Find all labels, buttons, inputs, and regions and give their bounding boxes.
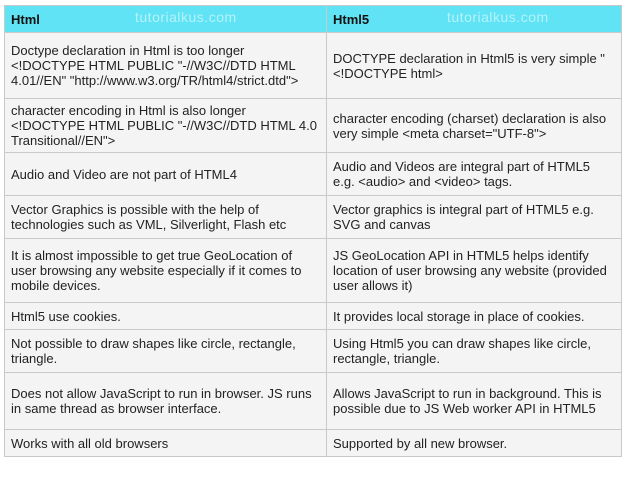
table-row xyxy=(5,430,622,457)
table-row xyxy=(5,99,622,153)
comparison-table xyxy=(4,5,622,457)
table-header xyxy=(5,6,622,33)
cell-html5: Vector graphics is integral part of HTML5 e.g. SVG and canvas xyxy=(327,196,622,239)
cell-html: Does not allow JavaScript to run in browser. JS runs in same thread as browser interface. xyxy=(5,373,327,430)
table-row xyxy=(5,196,622,239)
table-row xyxy=(5,373,622,430)
header-row xyxy=(5,6,622,33)
cell-html: Vector Graphics is possible with the help of technologies such as VML, Silverlight, Flash etc xyxy=(5,196,327,239)
cell-html: Html5 use cookies. xyxy=(5,303,327,330)
cell-html5: Allows JavaScript to run in background. This is possible due to JS Web worker API in HTML5 xyxy=(327,373,622,430)
cell-html: Not possible to draw shapes like circle, rectangle, triangle. xyxy=(5,330,327,373)
table-row xyxy=(5,153,622,196)
cell-html: It is almost impossible to get true GeoLocation of user browsing any website especially if it comes to mobile devices. xyxy=(5,239,327,303)
table-row xyxy=(5,33,622,99)
cell-html5: Supported by all new browser. xyxy=(327,430,622,457)
table-row xyxy=(5,330,622,373)
table-row xyxy=(5,239,622,303)
header-html-label: Html xyxy=(11,11,40,27)
table-body xyxy=(5,33,622,457)
cell-html: Audio and Video are not part of HTML4 xyxy=(5,153,327,196)
header-html5-label: Html5 xyxy=(333,11,370,27)
header-html5 xyxy=(327,6,622,33)
cell-html5: character encoding (charset) declaration is also very simple <meta charset="UTF-8"> xyxy=(327,99,622,153)
cell-html: Works with all old browsers xyxy=(5,430,327,457)
cell-html5: DOCTYPE declaration in Html5 is very simple "<!DOCTYPE html> xyxy=(327,33,622,99)
cell-html: Doctype declaration in Html is too longer <!DOCTYPE HTML PUBLIC "-//W3C//DTD HTML 4.01//EN" "http://www.w3.org/TR/html4/strict.dtd"> xyxy=(5,33,327,99)
table-row xyxy=(5,303,622,330)
cell-html5: Audio and Videos are integral part of HTML5 e.g. <audio> and <video> tags. xyxy=(327,153,622,196)
cell-html5: JS GeoLocation API in HTML5 helps identify location of user browsing any website (provided user allows it) xyxy=(327,239,622,303)
watermark-right: tutorialkus.com xyxy=(447,9,549,25)
cell-html5: It provides local storage in place of cookies. xyxy=(327,303,622,330)
cell-html: character encoding in Html is also longer <!DOCTYPE HTML PUBLIC "-//W3C//DTD HTML 4.0 Transitional//EN"> xyxy=(5,99,327,153)
watermark-left: tutorialkus.com xyxy=(135,9,237,25)
header-html xyxy=(5,6,327,33)
cell-html5: Using Html5 you can draw shapes like circle, rectangle, triangle. xyxy=(327,330,622,373)
